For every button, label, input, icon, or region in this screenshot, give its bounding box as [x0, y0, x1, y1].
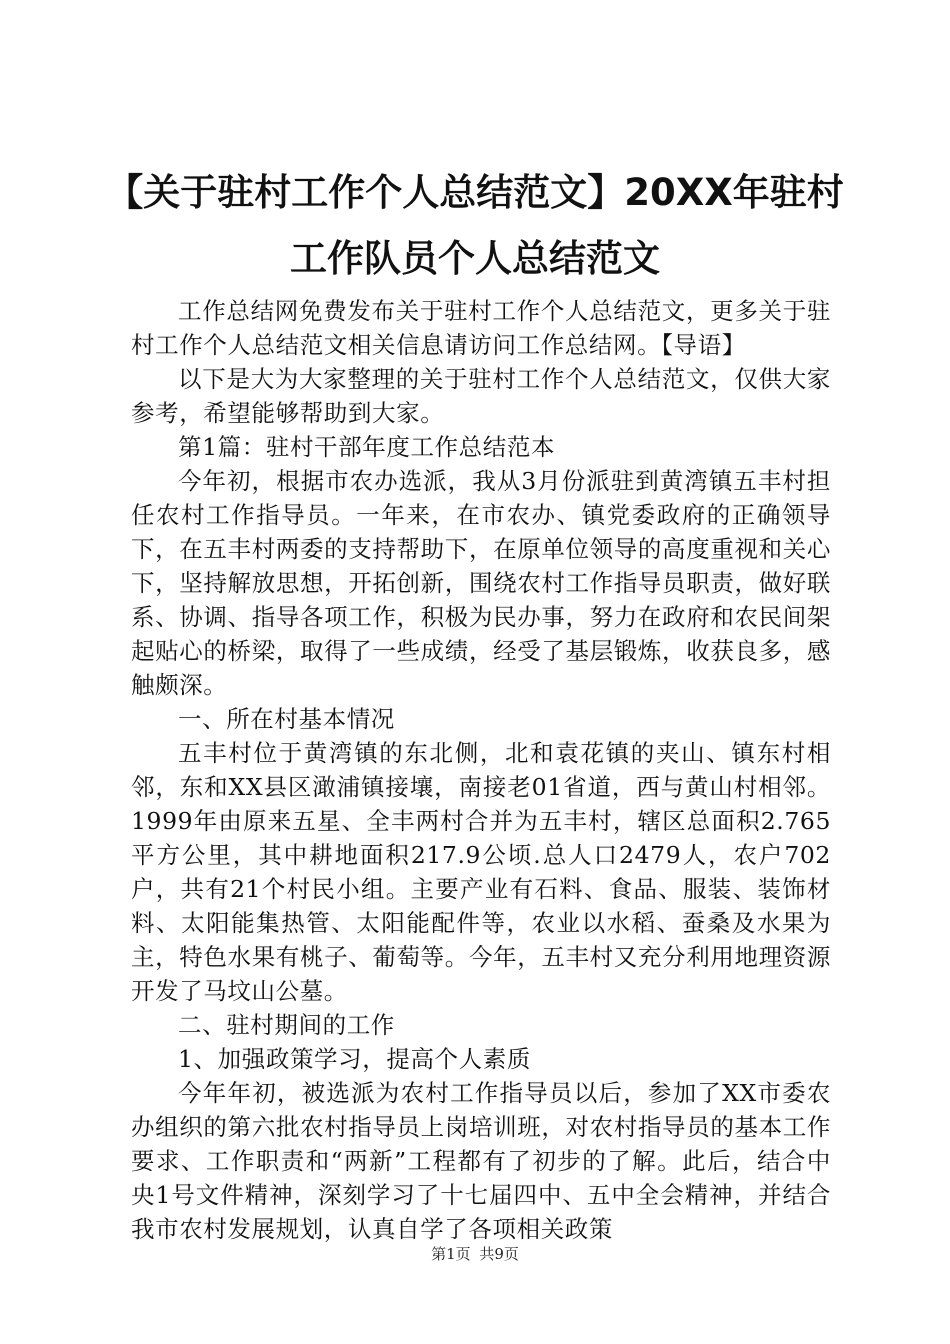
document-title	[60, 160, 890, 292]
section-heading-article-1: 第1篇：驻村干部年度工作总结范本	[178, 433, 556, 461]
paragraph-guide: 以下是大为大家整理的关于驻村工作个人总结范文，仅供大家参考，希望能够帮助到大家。	[131, 365, 831, 427]
paragraph-village-info: 五丰村位于黄湾镇的东北侧，北和袁花镇的夹山、镇东村相邻，东和XX县区澉浦镇接壤，南接老01省道，西与黄山村相邻。1999年由原来五星、全丰两村合并为五丰村，辖区总面积2.765平方公里，其中耕地面积217.9公顷.总人口2479人，农户702户，共有21个村民小组。主要产业有石料、食品、服装、装饰材料、太阳能集热管、太阳能配件等，农业以水稻、蚕桑及水果为主，特色水果有桃子、葡萄等。今年，五丰村又充分利用地理资源开发了马坟山公墓。	[131, 739, 831, 1005]
title-line-2: 工作队员个人总结范文	[290, 237, 660, 280]
paragraph-intro: 工作总结网免费发布关于驻村工作个人总结范文，更多关于驻村工作个人总结范文相关信息请访问工作总结网。【导语】	[131, 297, 831, 359]
document-body	[131, 294, 831, 1246]
page-number: 第1页	[431, 1245, 471, 1263]
page-footer	[0, 1244, 950, 1264]
paragraph-overview: 今年初，根据市农办选派，我从3月份派驻到黄湾镇五丰村担任农村工作指导员。一年来，在市农办、镇党委政府的正确领导下，在五丰村两委的支持帮助下，在原单位领导的高度重视和关心下，坚持解放思想，开拓创新，围绕农村工作指导员职责，做好联系、协调、指导各项工作，积极为民办事，努力在政府和农民间架起贴心的桥梁，取得了一些成绩，经受了基层锻炼，收获良多，感触颇深。	[131, 467, 831, 699]
title-line-1: 【关于驻村工作个人总结范文】20XX年驻村	[106, 171, 844, 214]
page-total: 共9页	[479, 1245, 519, 1263]
section-heading-work: 二、驻村期间的工作	[178, 1011, 395, 1039]
paragraph-policy-study: 今年年初，被选派为农村工作指导员以后，参加了XX市委农办组织的第六批农村指导员上岗培训班，对农村指导员的基本工作要求、工作职责和“两新”工程都有了初步的了解。此后，结合中央1号文件精神，深刻学习了十七届四中、五中全会精神，并结合我市农村发展规划，认真自学了各项相关政策	[131, 1079, 831, 1243]
section-heading-village-info: 一、所在村基本情况	[178, 705, 395, 733]
subsection-heading-policy-study: 1、加强政策学习，提高个人素质	[178, 1045, 531, 1073]
